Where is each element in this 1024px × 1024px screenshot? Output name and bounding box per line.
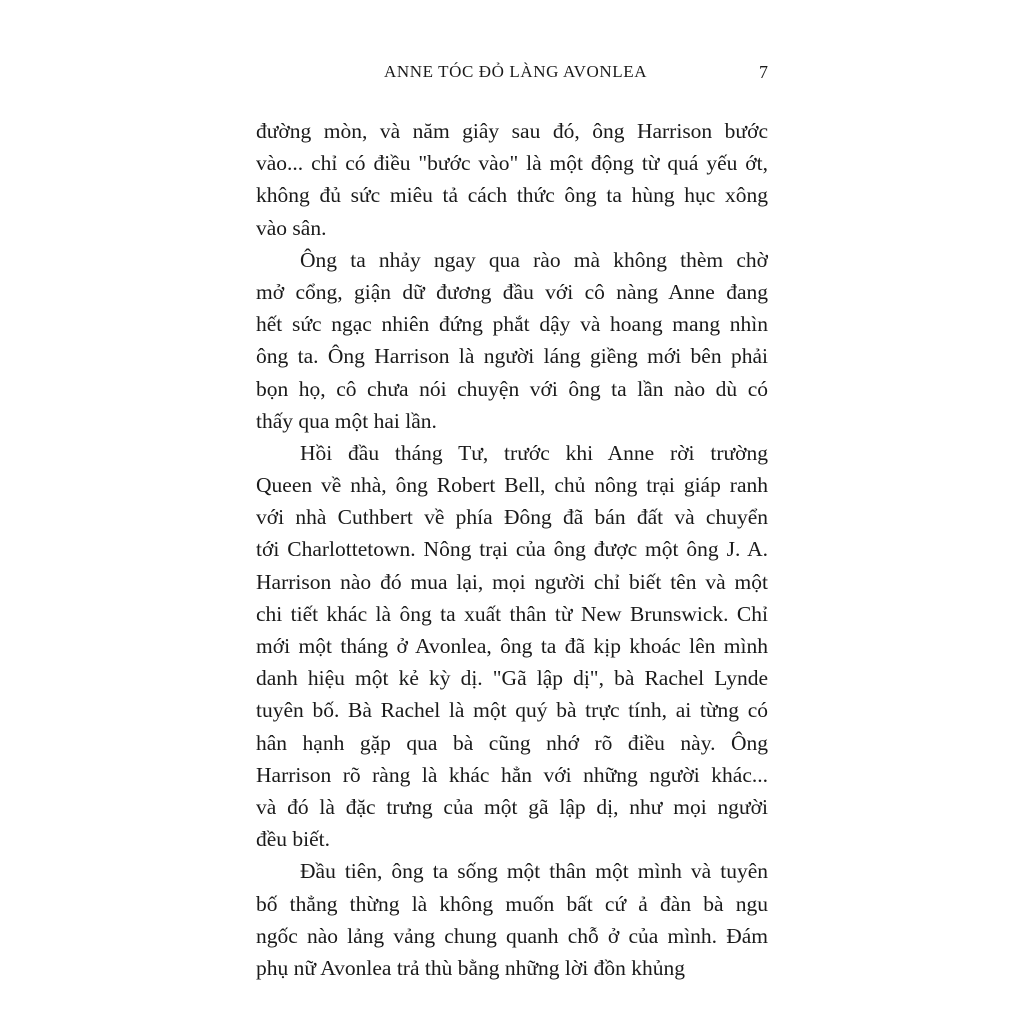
- text-line: chi tiết khác là ông ta xuất thân từ New Brunswick. Chỉ: [256, 601, 768, 626]
- text-line: và đó là đặc trưng của một gã lập dị, như mọi người: [256, 794, 768, 819]
- text-line: với nhà Cuthbert về phía Đông đã bán đất và chuyển: [256, 505, 768, 530]
- paragraph: [256, 244, 768, 437]
- paragraph: [256, 855, 768, 984]
- text-line: đường mòn, và năm giây sau đó, ông Harrison bước: [256, 119, 768, 143]
- body-text: [256, 115, 768, 984]
- text-line: Hồi đầu tháng Tư, trước khi Anne rời trường: [300, 440, 768, 465]
- text-line: bọn họ, cô chưa nói chuyện với ông ta lần nào dù có: [256, 376, 768, 401]
- text-line: vào sân.: [256, 215, 327, 240]
- text-line: danh hiệu một kẻ kỳ dị. "Gã lập dị", bà Rachel Lynde: [256, 666, 768, 691]
- text-line: thấy qua một hai lần.: [256, 408, 437, 433]
- paragraph: [256, 437, 768, 855]
- text-line: phụ nữ Avonlea trả thù bằng những lời đồn khủng: [256, 955, 685, 980]
- paragraph: [256, 115, 768, 244]
- text-line: hết sức ngạc nhiên đứng phắt dậy và hoang mang nhìn: [256, 312, 768, 337]
- text-line: hân hạnh gặp qua bà cũng nhớ rõ điều này. Ông: [256, 730, 768, 755]
- text-line: mở cổng, giận dữ đương đầu với cô nàng Anne đang: [256, 279, 768, 304]
- text-line: tuyên bố. Bà Rachel là một quý bà trực tính, ai từng có: [256, 698, 768, 723]
- text-line: Đầu tiên, ông ta sống một thân một mình và tuyên: [300, 859, 768, 884]
- text-line: đều biết.: [256, 827, 331, 852]
- text-line: ngốc nào lảng vảng chung quanh chỗ ở của mình. Đám: [256, 923, 768, 948]
- text-line: mới một tháng ở Avonlea, ông ta đã kịp khoác lên mình: [256, 634, 768, 658]
- book-title: ANNE TÓC ĐỎ LÀNG AVONLEA: [384, 62, 648, 81]
- text-line: bố thẳng thừng là không muốn bất cứ ả đàn bà ngu: [256, 891, 768, 916]
- text-line: ông ta. Ông Harrison là người láng giềng mới bên phải: [256, 344, 768, 369]
- text-line: Harrison nào đó mua lại, mọi người chỉ biết tên và một: [256, 569, 768, 594]
- text-line: Queen về nhà, ông Robert Bell, chủ nông trại giáp ranh: [256, 473, 768, 498]
- page-number: 7: [759, 62, 768, 82]
- text-line: không đủ sức miêu tả cách thức ông ta hùng hục xông: [256, 183, 768, 208]
- text-line: Harrison rõ ràng là khác hẳn với những người khác...: [256, 762, 768, 787]
- text-line: tới Charlottetown. Nông trại của ông được một ông J. A.: [256, 537, 768, 562]
- running-head: [256, 58, 768, 86]
- text-line: vào... chỉ có điều "bước vào" là một động từ quá yếu ớt,: [256, 151, 768, 176]
- text-line: Ông ta nhảy ngay qua rào mà không thèm chờ: [300, 247, 768, 272]
